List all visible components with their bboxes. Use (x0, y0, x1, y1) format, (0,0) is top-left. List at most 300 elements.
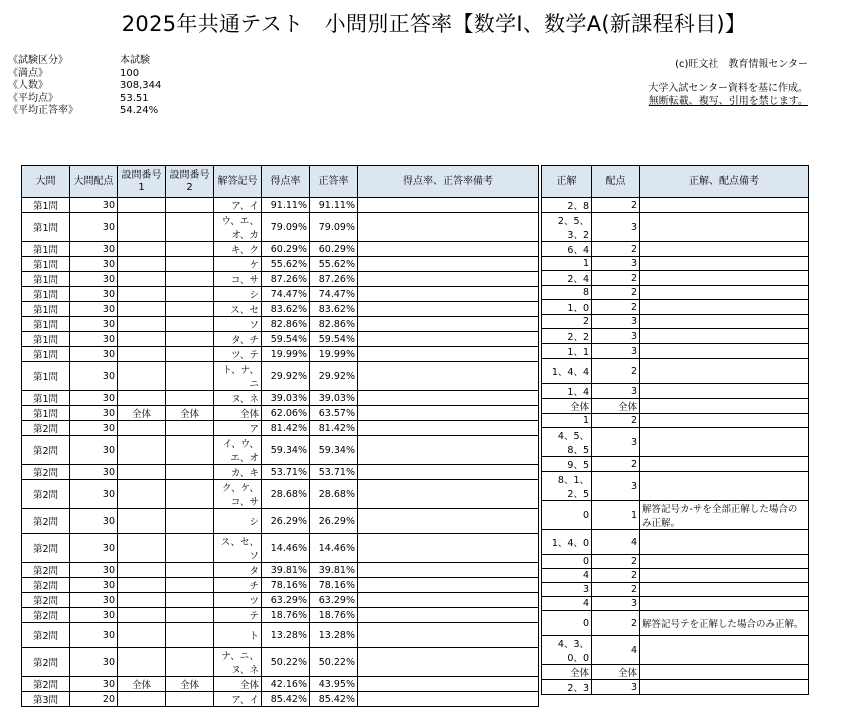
cell-sub2 (166, 692, 214, 707)
cell-sub2 (166, 509, 214, 534)
credit: (c)旺文社 教育情報センター (675, 59, 808, 70)
cell-score-rate: 26.29% (262, 509, 310, 534)
cell-question: 第1問 (22, 317, 70, 332)
table-row (22, 692, 539, 707)
cell-points: 30 (70, 480, 118, 509)
cell-score-rate: 87.26% (262, 272, 310, 287)
table-row (22, 648, 539, 677)
cell-correct-rate: 39.81% (310, 563, 358, 578)
table-row (22, 578, 539, 593)
table-row (542, 472, 809, 501)
meta-value: 53.51 (120, 92, 149, 104)
cell-symbol: ト (214, 623, 262, 648)
table-row (542, 597, 809, 611)
cell-answer: 0 (542, 611, 592, 636)
exam-meta (8, 55, 161, 118)
cell-score-rate: 14.46% (262, 534, 310, 563)
cell-sub2 (166, 421, 214, 436)
cell-rate-note (358, 677, 539, 692)
cell-symbol: ア、イ (214, 198, 262, 213)
cell-question: 第2問 (22, 465, 70, 480)
cell-question: 第2問 (22, 623, 70, 648)
cell-answer-note (640, 359, 809, 384)
cell-answer-note (640, 428, 809, 457)
cell-answer: 4 (542, 597, 592, 611)
cell-answer-note (640, 583, 809, 597)
cell-answer-points: 4 (592, 636, 640, 665)
cell-score-rate: 39.03% (262, 391, 310, 406)
cell-sub1 (118, 563, 166, 578)
cell-answer: 4、5、8、5 (542, 428, 592, 457)
column-header: 大問配点 (70, 166, 118, 198)
cell-rate-note (358, 692, 539, 707)
table-row (22, 302, 539, 317)
cell-answer: 8、1、2、5 (542, 472, 592, 501)
cell-rate-note (358, 302, 539, 317)
meta-value: 本試験 (120, 55, 150, 66)
cell-sub2 (166, 198, 214, 213)
cell-rate-note (358, 578, 539, 593)
cell-answer: 0 (542, 501, 592, 530)
cell-points: 30 (70, 317, 118, 332)
meta-key: 《平均正答率》 (8, 105, 78, 116)
cell-points: 30 (70, 302, 118, 317)
table-row (22, 421, 539, 436)
cell-points: 30 (70, 332, 118, 347)
cell-symbol: ス、セ (214, 302, 262, 317)
cell-points: 30 (70, 391, 118, 406)
column-header: 配点 (592, 166, 640, 198)
cell-question: 第1問 (22, 302, 70, 317)
cell-answer-points: 全体 (592, 665, 640, 680)
table-row (22, 257, 539, 272)
cell-answer-note (640, 665, 809, 680)
cell-symbol: チ (214, 578, 262, 593)
cell-correct-rate: 43.95% (310, 677, 358, 692)
cell-sub2 (166, 534, 214, 563)
cell-symbol: コ、サ (214, 272, 262, 287)
cell-answer-note (640, 457, 809, 472)
cell-correct-rate: 87.26% (310, 272, 358, 287)
cell-answer-points: 3 (592, 597, 640, 611)
cell-points: 30 (70, 272, 118, 287)
cell-sub1 (118, 623, 166, 648)
cell-rate-note (358, 421, 539, 436)
cell-points: 30 (70, 257, 118, 272)
cell-symbol: タ (214, 563, 262, 578)
table-row (542, 457, 809, 472)
table-row (22, 347, 539, 362)
cell-answer: 8 (542, 286, 592, 300)
table-row (22, 213, 539, 242)
cell-correct-rate: 81.42% (310, 421, 358, 436)
cell-sub2 (166, 608, 214, 623)
cell-correct-rate: 13.28% (310, 623, 358, 648)
table-row (542, 636, 809, 665)
cell-answer: 4、3、0、0 (542, 636, 592, 665)
cell-sub1 (118, 465, 166, 480)
cell-answer-note: 解答記号カ-サを全部正解した場合のみ正解。 (640, 501, 809, 530)
column-header: 正解 (542, 166, 592, 198)
cell-sub2 (166, 347, 214, 362)
cell-rate-note (358, 406, 539, 421)
table-row (542, 583, 809, 597)
table-row (22, 563, 539, 578)
cell-points: 30 (70, 648, 118, 677)
cell-answer: 2、2 (542, 329, 592, 344)
table-row (542, 300, 809, 315)
table-row (22, 534, 539, 563)
cell-question: 第1問 (22, 272, 70, 287)
cell-question: 第1問 (22, 406, 70, 421)
cell-symbol: ナ、ニ、ヌ、ネ (214, 648, 262, 677)
cell-answer-points: 2 (592, 271, 640, 286)
cell-answer: 3 (542, 583, 592, 597)
cell-answer-points: 2 (592, 457, 640, 472)
cell-symbol: ス、セ、ソ (214, 534, 262, 563)
meta-row (8, 80, 161, 93)
cell-question: 第2問 (22, 563, 70, 578)
cell-sub2 (166, 563, 214, 578)
cell-answer-points: 2 (592, 359, 640, 384)
cell-points: 30 (70, 242, 118, 257)
table-row (542, 399, 809, 414)
cell-rate-note (358, 332, 539, 347)
table-row (22, 436, 539, 465)
cell-answer-note: 解答記号テを正解した場合のみ正解。 (640, 611, 809, 636)
cell-symbol: カ、キ (214, 465, 262, 480)
cell-score-rate: 59.54% (262, 332, 310, 347)
cell-points: 30 (70, 563, 118, 578)
cell-sub1 (118, 317, 166, 332)
cell-answer-note (640, 286, 809, 300)
table-row (542, 286, 809, 300)
cell-answer: 2、4 (542, 271, 592, 286)
page-title: 2025年共通テスト 小問別正答率【数学Ⅰ、数学A(新課程科目)】 (121, 12, 747, 36)
table-row (22, 406, 539, 421)
cell-points: 30 (70, 436, 118, 465)
cell-points: 30 (70, 677, 118, 692)
cell-score-rate: 60.29% (262, 242, 310, 257)
table-row (22, 332, 539, 347)
cell-sub1 (118, 272, 166, 287)
cell-sub2 (166, 302, 214, 317)
cell-symbol: テ (214, 608, 262, 623)
cell-sub2: 全体 (166, 406, 214, 421)
cell-answer: 全体 (542, 399, 592, 414)
cell-score-rate: 62.06% (262, 406, 310, 421)
meta-value: 54.24% (120, 105, 159, 116)
cell-correct-rate: 59.34% (310, 436, 358, 465)
cell-answer: 1 (542, 414, 592, 428)
table-row (22, 480, 539, 509)
cell-answer: 全体 (542, 665, 592, 680)
table-row (542, 555, 809, 569)
cell-correct-rate: 50.22% (310, 648, 358, 677)
table-row (22, 391, 539, 406)
cell-sub1 (118, 287, 166, 302)
cell-question: 第3問 (22, 692, 70, 707)
cell-rate-note (358, 347, 539, 362)
cell-answer-note (640, 384, 809, 399)
cell-points: 30 (70, 465, 118, 480)
cell-sub1 (118, 480, 166, 509)
cell-correct-rate: 19.99% (310, 347, 358, 362)
cell-sub2 (166, 593, 214, 608)
cell-sub2 (166, 257, 214, 272)
table-row (542, 428, 809, 457)
cell-sub1 (118, 509, 166, 534)
cell-correct-rate: 63.57% (310, 406, 358, 421)
cell-rate-note (358, 317, 539, 332)
cell-answer-points: 3 (592, 472, 640, 501)
cell-answer-points: 2 (592, 555, 640, 569)
cell-answer-note (640, 555, 809, 569)
cell-correct-rate: 82.86% (310, 317, 358, 332)
table-row (22, 272, 539, 287)
cell-sub1 (118, 347, 166, 362)
cell-points: 30 (70, 362, 118, 391)
cell-sub2 (166, 623, 214, 648)
table-row (22, 593, 539, 608)
cell-sub1 (118, 362, 166, 391)
table-row (542, 213, 809, 242)
cell-score-rate: 42.16% (262, 677, 310, 692)
cell-answer-points: 1 (592, 501, 640, 530)
cell-score-rate: 63.29% (262, 593, 310, 608)
cell-question: 第2問 (22, 593, 70, 608)
cell-symbol: ト、ナ、ニ (214, 362, 262, 391)
cell-score-rate: 53.71% (262, 465, 310, 480)
cell-answer-note (640, 472, 809, 501)
meta-key: 《満点》 (8, 67, 48, 79)
cell-rate-note (358, 465, 539, 480)
meta-value: 308,344 (120, 80, 162, 91)
cell-points: 30 (70, 623, 118, 648)
cell-points: 30 (70, 578, 118, 593)
cell-answer-points: 2 (592, 286, 640, 300)
cell-answer-points: 3 (592, 680, 640, 695)
cell-symbol: タ、チ (214, 332, 262, 347)
copyright-note (648, 82, 808, 108)
cell-answer-note (640, 257, 809, 271)
table-row (542, 198, 809, 213)
table-row (22, 465, 539, 480)
cell-correct-rate: 26.29% (310, 509, 358, 534)
cell-correct-rate: 59.54% (310, 332, 358, 347)
cell-sub1 (118, 332, 166, 347)
cell-answer-points: 3 (592, 257, 640, 271)
cell-question: 第2問 (22, 509, 70, 534)
cell-points: 20 (70, 692, 118, 707)
table-row (542, 569, 809, 583)
meta-row (8, 93, 161, 106)
cell-answer: 1、0 (542, 300, 592, 315)
cell-symbol: シ (214, 287, 262, 302)
cell-correct-rate: 74.47% (310, 287, 358, 302)
cell-score-rate: 78.16% (262, 578, 310, 593)
cell-answer-points: 3 (592, 428, 640, 457)
cell-answer-points: 3 (592, 213, 640, 242)
column-header: 大問 (22, 166, 70, 198)
table-row (22, 242, 539, 257)
cell-correct-rate: 53.71% (310, 465, 358, 480)
table-row (22, 317, 539, 332)
cell-correct-rate: 28.68% (310, 480, 358, 509)
cell-sub1: 全体 (118, 406, 166, 421)
cell-sub1 (118, 421, 166, 436)
cell-answer: 1 (542, 257, 592, 271)
score-rate-table (21, 165, 539, 707)
cell-question: 第2問 (22, 578, 70, 593)
cell-score-rate: 28.68% (262, 480, 310, 509)
cell-score-rate: 59.34% (262, 436, 310, 465)
cell-answer-points: 全体 (592, 399, 640, 414)
table-row (542, 329, 809, 344)
cell-answer: 1、1 (542, 344, 592, 359)
cell-score-rate: 29.92% (262, 362, 310, 391)
cell-answer: 4 (542, 569, 592, 583)
cell-correct-rate: 78.16% (310, 578, 358, 593)
meta-key: 《平均点》 (8, 92, 58, 104)
table-row (542, 680, 809, 695)
column-header: 正答率 (310, 166, 358, 198)
cell-rate-note (358, 648, 539, 677)
cell-rate-note (358, 563, 539, 578)
cell-answer: 2、3 (542, 680, 592, 695)
cell-score-rate: 79.09% (262, 213, 310, 242)
cell-score-rate: 39.81% (262, 563, 310, 578)
cell-answer: 2 (542, 315, 592, 329)
cell-correct-rate: 91.11% (310, 198, 358, 213)
cell-symbol: ツ、テ (214, 347, 262, 362)
table-row (542, 384, 809, 399)
cell-answer-note (640, 344, 809, 359)
cell-correct-rate: 85.42% (310, 692, 358, 707)
table-row (542, 344, 809, 359)
cell-answer-note (640, 242, 809, 257)
cell-sub2 (166, 480, 214, 509)
cell-points: 30 (70, 421, 118, 436)
table-row (542, 530, 809, 555)
table-row (542, 414, 809, 428)
cell-sub2 (166, 648, 214, 677)
table-row (22, 198, 539, 213)
cell-correct-rate: 60.29% (310, 242, 358, 257)
cell-points: 30 (70, 534, 118, 563)
cell-rate-note (358, 242, 539, 257)
meta-row (8, 55, 161, 68)
cell-answer-points: 2 (592, 414, 640, 428)
column-header: 正解、配点備考 (640, 166, 809, 198)
cell-score-rate: 50.22% (262, 648, 310, 677)
cell-rate-note (358, 257, 539, 272)
cell-symbol: ソ (214, 317, 262, 332)
cell-sub1 (118, 593, 166, 608)
cell-question: 第1問 (22, 347, 70, 362)
cell-question: 第2問 (22, 534, 70, 563)
cell-sub1 (118, 391, 166, 406)
cell-question: 第2問 (22, 608, 70, 623)
cell-points: 30 (70, 213, 118, 242)
cell-sub2: 全体 (166, 677, 214, 692)
table-row (22, 677, 539, 692)
cell-answer: 9、5 (542, 457, 592, 472)
meta-row (8, 105, 161, 118)
cell-symbol: 全体 (214, 406, 262, 421)
cell-correct-rate: 83.62% (310, 302, 358, 317)
cell-points: 30 (70, 198, 118, 213)
cell-sub1 (118, 648, 166, 677)
cell-correct-rate: 39.03% (310, 391, 358, 406)
table-row (542, 501, 809, 530)
table-row (542, 242, 809, 257)
meta-value: 100 (120, 67, 140, 79)
cell-score-rate: 81.42% (262, 421, 310, 436)
cell-question: 第2問 (22, 480, 70, 509)
cell-rate-note (358, 534, 539, 563)
cell-answer-note (640, 414, 809, 428)
cell-score-rate: 85.42% (262, 692, 310, 707)
cell-rate-note (358, 509, 539, 534)
cell-question: 第2問 (22, 677, 70, 692)
cell-question: 第1問 (22, 391, 70, 406)
cell-answer-note (640, 569, 809, 583)
cell-score-rate: 91.11% (262, 198, 310, 213)
cell-sub1 (118, 198, 166, 213)
cell-question: 第1問 (22, 242, 70, 257)
cell-rate-note (358, 480, 539, 509)
source-note: 大学入試センター資料を基に作成。 (648, 83, 808, 94)
table-row (542, 257, 809, 271)
cell-rate-note (358, 436, 539, 465)
meta-key: 《人数》 (8, 80, 48, 91)
cell-answer-points: 3 (592, 344, 640, 359)
cell-rate-note (358, 608, 539, 623)
cell-score-rate: 19.99% (262, 347, 310, 362)
cell-symbol: ウ、エ、オ、カ (214, 213, 262, 242)
cell-symbol: イ、ウ、エ、オ (214, 436, 262, 465)
cell-symbol: ア (214, 421, 262, 436)
table-row (22, 623, 539, 648)
cell-sub1 (118, 578, 166, 593)
table-row (22, 509, 539, 534)
cell-answer-points: 2 (592, 198, 640, 213)
cell-answer: 0 (542, 555, 592, 569)
cell-rate-note (358, 623, 539, 648)
table-row (22, 608, 539, 623)
cell-points: 30 (70, 406, 118, 421)
cell-answer-points: 4 (592, 530, 640, 555)
cell-rate-note (358, 362, 539, 391)
cell-points: 30 (70, 593, 118, 608)
cell-answer-points: 2 (592, 583, 640, 597)
cell-sub1 (118, 213, 166, 242)
table-row (542, 315, 809, 329)
cell-sub2 (166, 578, 214, 593)
cell-question: 第1問 (22, 213, 70, 242)
table-row (22, 362, 539, 391)
cell-rate-note (358, 272, 539, 287)
cell-sub2 (166, 272, 214, 287)
cell-rate-note (358, 198, 539, 213)
answer-table (541, 165, 809, 695)
cell-sub1: 全体 (118, 677, 166, 692)
column-header: 得点率、正答率備考 (358, 166, 539, 198)
cell-points: 30 (70, 287, 118, 302)
cell-answer-points: 3 (592, 315, 640, 329)
cell-symbol: キ、ク (214, 242, 262, 257)
